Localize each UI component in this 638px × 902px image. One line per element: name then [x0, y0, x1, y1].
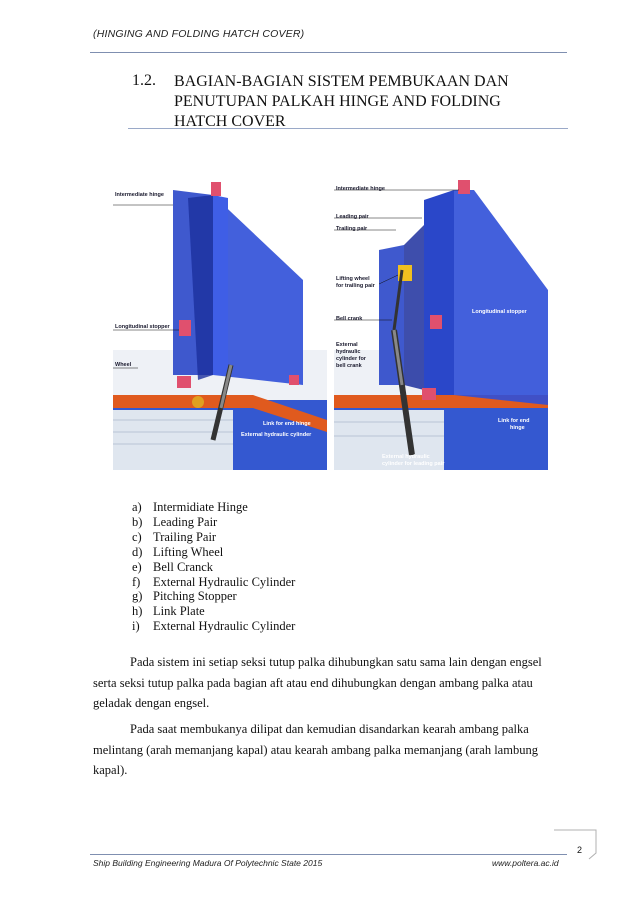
label-lifting-wheel-line2: for trailing pair	[336, 283, 375, 289]
paragraph: Pada saat membukanya dilipat dan kemudian disandarkan kearah ambang palka melintang (arah memanjang kapal) atau kearah ambang palka memanjang (arah lambung kapal).	[93, 722, 538, 777]
list-item: i) External Hydraulic Cylinder	[132, 619, 296, 634]
label-intermediate-hinge: Intermediate hinge	[115, 192, 164, 198]
footer-website: www.poltera.ac.id	[492, 858, 559, 868]
list-item: a) Intermidiate Hinge	[132, 500, 248, 514]
label-bell-crank: Bell crank	[336, 316, 363, 322]
figure-hinge-closed-view	[113, 170, 327, 470]
label-link-end: Link for end	[498, 418, 530, 424]
label-ext-cyl-leading: External hydraulic	[382, 454, 430, 460]
list-item: h) Link Plate	[132, 604, 205, 619]
label-ext-cyl-bell-crank: External	[336, 342, 358, 348]
list-item: f) External Hydraulic Cylinder	[132, 574, 296, 589]
footer-rule	[90, 854, 567, 855]
list-item: e) Bell Cranck	[132, 559, 214, 574]
section-rule	[128, 128, 568, 129]
label-lifting-wheel: Lifting wheel	[336, 276, 370, 282]
label-wheel: Wheel	[115, 362, 132, 368]
paragraph: Pada sistem ini setiap seksi tutup palka dihubungkan satu sama lain dengan engsel serta seksi tutup palka pada bagian aft atau end dihubungkan dengan ambang palka atau geladak dengan engsel.	[93, 655, 542, 710]
footer-institution: Ship Building Engineering Madura Of Polytechnic State 2015	[93, 858, 323, 868]
label-link-end-2: hinge	[510, 425, 525, 431]
running-header: (HINGING AND FOLDING HATCH COVER)	[93, 28, 305, 40]
section-number: 1.2.	[132, 72, 156, 89]
label-trailing-pair: Trailing pair	[336, 226, 368, 232]
label-longitudinal-stopper: Longitudinal stopper	[472, 309, 527, 315]
label-ext-cyl-bell-crank-3: cylinder for	[336, 356, 366, 362]
section-title: BAGIAN-BAGIAN SISTEM PEMBUKAAN DAN PENUTUPAN PALKAH HINGE AND FOLDING HATCH COVER	[174, 73, 509, 130]
list-item: b) Leading Pair	[132, 514, 218, 529]
label-longitudinal-stopper: Longitudinal stopper	[115, 324, 170, 330]
label-ext-cyl-bell-crank-4: bell crank	[336, 363, 362, 369]
label-ext-cyl-leading-2: cylinder for leading pair	[382, 461, 445, 467]
page-number: 2	[577, 845, 583, 855]
page-number-box	[553, 829, 597, 860]
label-leading-pair: Leading pair	[336, 214, 369, 220]
figure-hinge-folding-view	[334, 170, 548, 470]
list-item: c) Trailing Pair	[132, 529, 217, 544]
label-intermediate-hinge: Intermediate hinge	[336, 186, 385, 192]
list-item: g) Pitching Stopper	[132, 589, 237, 604]
label-external-hydraulic-cylinder: External hydraulic cylinder	[241, 432, 312, 438]
list-item: d) Lifting Wheel	[132, 544, 224, 559]
header-rule	[90, 52, 567, 53]
parts-list	[132, 500, 295, 634]
label-ext-cyl-bell-crank-2: hydraulic	[336, 349, 361, 355]
label-link-end-hinge: Link for end hinge	[263, 421, 311, 427]
